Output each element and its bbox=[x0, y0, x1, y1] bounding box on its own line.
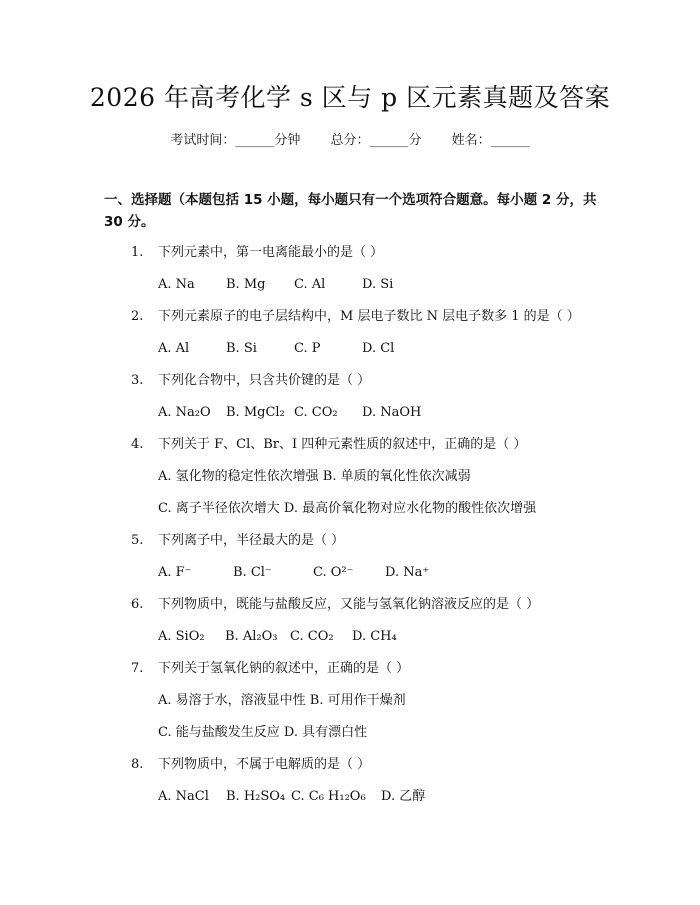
question-1 bbox=[131, 243, 383, 263]
option-a: A. 氢化物的稳定性依次增强 bbox=[158, 469, 319, 484]
option-b: B. MgCl₂ bbox=[226, 405, 285, 420]
option-b: B. Cl⁻ bbox=[233, 565, 272, 580]
question-number: 3. bbox=[131, 373, 144, 388]
option-a: A. SiO₂ bbox=[158, 629, 205, 644]
exam-time-field: 考试时间：______分钟 bbox=[170, 133, 301, 148]
page-title: 2026 年高考化学 s 区与 p 区元素真题及答案 bbox=[89, 83, 611, 112]
option-d: D. Na⁺ bbox=[385, 565, 430, 580]
question-1-options bbox=[158, 275, 393, 295]
option-b: B. Si bbox=[226, 341, 257, 356]
question-text: 下列化合物中，只含共价键的是（ ） bbox=[158, 373, 371, 388]
option-d: D. 具有漂白性 bbox=[283, 725, 368, 740]
question-3 bbox=[131, 371, 370, 391]
option-d: D. Cl bbox=[362, 341, 395, 356]
question-text: 下列离子中，半径最大的是（ ） bbox=[158, 533, 345, 548]
total-score-field: 总分：______分 bbox=[330, 133, 422, 148]
option-a: A. F⁻ bbox=[158, 565, 192, 580]
question-4-options-row2 bbox=[158, 499, 536, 519]
question-text: 下列元素原子的电子层结构中，M 层电子数比 N 层电子数多 1 的是（ ） bbox=[158, 309, 580, 324]
question-2 bbox=[131, 307, 580, 327]
question-7-options-row1 bbox=[158, 691, 406, 711]
question-number: 8. bbox=[131, 757, 144, 772]
option-b: B. 单质的氧化性依次减弱 bbox=[322, 469, 471, 484]
question-3-options bbox=[158, 403, 421, 423]
option-b: B. 可用作干燥剂 bbox=[309, 693, 406, 708]
option-c: C. O²⁻ bbox=[313, 565, 354, 580]
question-text: 下列关于氢氧化钠的叙述中，正确的是（ ） bbox=[158, 661, 410, 676]
option-d: D. 最高价氧化物对应水化物的酸性依次增强 bbox=[283, 501, 537, 516]
question-number: 1. bbox=[131, 245, 144, 260]
question-8-options bbox=[158, 787, 425, 807]
option-b: B. Mg bbox=[226, 277, 266, 292]
option-d: D. 乙醇 bbox=[381, 789, 426, 804]
option-c: C. 能与盐酸发生反应 bbox=[158, 725, 280, 740]
option-c: C. 离子半径依次增大 bbox=[158, 501, 280, 516]
question-number: 2. bbox=[131, 309, 144, 324]
option-b: B. Al₂O₃ bbox=[225, 629, 278, 644]
option-a: A. Na₂O bbox=[158, 405, 211, 420]
question-7 bbox=[131, 659, 409, 679]
option-a: A. 易溶于水，溶液显中性 bbox=[158, 693, 306, 708]
option-a: A. NaCl bbox=[158, 789, 209, 804]
exam-meta bbox=[0, 131, 700, 151]
question-6-options bbox=[158, 627, 397, 647]
question-text: 下列关于 F、Cl、Br、I 四种元素性质的叙述中，正确的是（ ） bbox=[158, 437, 527, 452]
question-number: 5. bbox=[131, 533, 144, 548]
question-number: 6. bbox=[131, 597, 144, 612]
question-6 bbox=[131, 595, 539, 615]
question-4-options-row1 bbox=[158, 467, 471, 487]
question-number: 7. bbox=[131, 661, 144, 676]
question-5-options bbox=[158, 563, 429, 583]
option-d: D. CH₄ bbox=[352, 629, 397, 644]
section-header: 一、选择题（本题包括 15 小题，每小题只有一个选项符合题意。每小题 2 分，共 30 分。 bbox=[104, 192, 597, 230]
option-a: A. Al bbox=[158, 341, 190, 356]
question-8 bbox=[131, 755, 370, 775]
question-5 bbox=[131, 531, 344, 551]
option-d: D. NaOH bbox=[362, 405, 422, 420]
student-name-field: 姓名：______ bbox=[451, 133, 530, 148]
question-text: 下列元素中，第一电离能最小的是（ ） bbox=[158, 245, 384, 260]
option-c: C. Al bbox=[294, 277, 326, 292]
question-7-options-row2 bbox=[158, 723, 367, 743]
question-number: 4. bbox=[131, 437, 144, 452]
option-c: C. CO₂ bbox=[290, 629, 334, 644]
question-text: 下列物质中，不属于电解质的是（ ） bbox=[158, 757, 371, 772]
option-c: C. C₆ H₁₂O₆ bbox=[291, 789, 366, 804]
question-text: 下列物质中，既能与盐酸反应，又能与氢氧化钠溶液反应的是（ ） bbox=[158, 597, 540, 612]
option-b: B. H₂SO₄ bbox=[226, 789, 286, 804]
question-2-options bbox=[158, 339, 394, 359]
option-a: A. Na bbox=[158, 277, 195, 292]
option-c: C. P bbox=[294, 341, 321, 356]
option-c: C. CO₂ bbox=[294, 405, 338, 420]
question-4 bbox=[131, 435, 526, 455]
option-d: D. Si bbox=[362, 277, 394, 292]
